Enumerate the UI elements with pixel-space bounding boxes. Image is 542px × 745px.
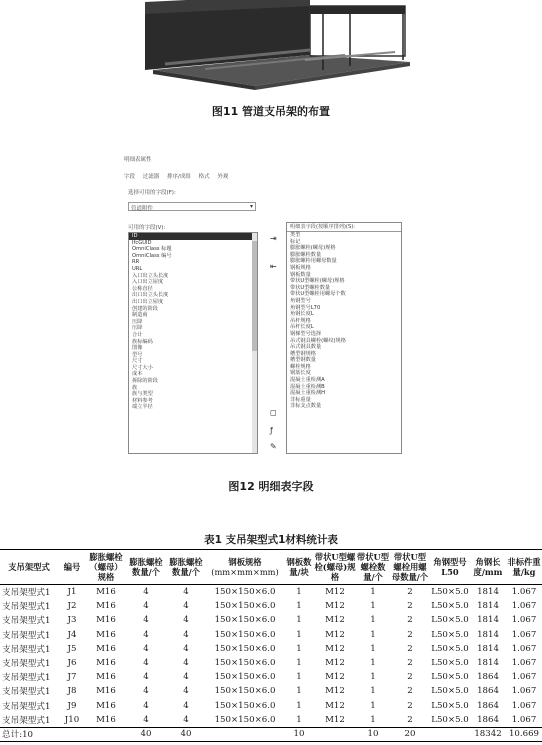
cell-code: J10	[64, 714, 80, 725]
selected-field-item[interactable]: 钢筋长度	[290, 370, 311, 377]
header-plate-spec-line1: 钢板规格	[228, 557, 262, 567]
cell-bolt-qty: 4	[143, 629, 149, 640]
available-field-item[interactable]: 尺寸大小	[132, 364, 153, 371]
cell-ubolt-spec: M12	[325, 587, 345, 598]
table-row	[0, 699, 542, 713]
schedule-properties-dialog	[118, 150, 418, 465]
available-label: 可用的字段(V):	[128, 225, 166, 231]
total-label: 总计:10	[0, 727, 58, 741]
cell-bolt-qty: 4	[143, 672, 149, 683]
cell-plate-spec: 150×150×6.0	[214, 601, 276, 612]
cell-type: 支吊架型式1	[2, 659, 51, 670]
selected-field-item[interactable]: 钢板数量	[290, 271, 311, 278]
cell-bolt-qty-2: 4	[183, 629, 189, 640]
header-bolt-qty: 膨胀螺栓数量/个	[126, 550, 166, 585]
cell-angle-length: 1864	[477, 714, 499, 725]
cell-angle-type: L50×5.0	[431, 587, 469, 598]
category-value: 管道附件	[131, 206, 154, 212]
available-field-item[interactable]: OmniClass 标题	[132, 246, 172, 253]
cell-code: J9	[67, 700, 77, 711]
cell-ubolt-qty: 1	[370, 658, 376, 669]
cell-plate-qty: 1	[296, 629, 302, 640]
available-field-item[interactable]: URL	[132, 265, 143, 272]
cell-bolt-qty: 4	[143, 686, 149, 697]
cell-plate-qty: 1	[296, 658, 302, 669]
total-expansion-nuts: 40	[166, 727, 206, 741]
cell-ubolt-spec: M12	[325, 643, 345, 654]
cell-ubolt-qty: 1	[370, 615, 376, 626]
new-parameter-icon[interactable]: ◻	[270, 408, 277, 417]
cell-bolt-qty-2: 4	[183, 643, 189, 654]
header-type: 支吊架型式	[0, 550, 58, 585]
available-field-item[interactable]: 拆除的阶段	[132, 378, 158, 385]
cell-ubolt-spec: M12	[325, 629, 345, 640]
available-field-item[interactable]: 成本	[132, 371, 143, 378]
cell-ubolt-nut-qty: 2	[407, 601, 413, 612]
cell-ubolt-spec: M12	[325, 615, 345, 626]
header-ubolt-qty: 带状U型螺栓数量/个	[356, 550, 390, 585]
cell-type: 支吊架型式1	[2, 673, 51, 684]
available-field-item[interactable]: 图像	[132, 345, 143, 352]
available-fields-list[interactable]	[128, 232, 258, 454]
table-row	[0, 713, 542, 728]
available-field-item[interactable]: 端立半径	[132, 404, 153, 411]
cell-angle-type: L50×5.0	[431, 700, 469, 711]
cell-bolt-qty-2: 4	[183, 658, 189, 669]
cell-bolt-spec: M16	[96, 672, 116, 683]
cell-ubolt-spec: M12	[325, 658, 345, 669]
table-body	[0, 585, 542, 728]
available-field-item[interactable]: 型号	[132, 351, 143, 358]
cell-type: 支吊架型式1	[2, 687, 51, 698]
cell-plate-spec: 150×150×6.0	[214, 700, 276, 711]
cell-type: 支吊架型式1	[2, 715, 51, 726]
cell-angle-length: 1814	[477, 629, 499, 640]
cell-plate-spec: 150×150×6.0	[214, 615, 276, 626]
available-field-item[interactable]: 族与类型	[132, 391, 153, 398]
header-angle-type: 角钢型号L50	[430, 550, 470, 585]
pipe-support-render	[145, 0, 410, 92]
cell-code: J8	[67, 686, 77, 697]
cell-ubolt-qty: 1	[370, 587, 376, 598]
selected-field-item[interactable]: 吊式钢具螺栓(螺纹)规格	[290, 337, 346, 344]
available-field-item[interactable]: 入口出立头长度	[132, 272, 169, 279]
cell-bolt-spec: M16	[96, 643, 116, 654]
cell-plate-spec: 150×150×6.0	[214, 587, 276, 598]
cell-ubolt-nut-qty: 2	[407, 672, 413, 683]
cell-weight: 1.067	[511, 658, 537, 669]
selected-field-item[interactable]: 角钢长度L	[290, 311, 314, 318]
cell-plate-qty: 1	[296, 643, 302, 654]
cell-ubolt-qty: 1	[370, 714, 376, 725]
cell-weight: 1.067	[511, 587, 537, 598]
available-field-item[interactable]: 入口出立屋度	[132, 279, 164, 286]
tab-fields[interactable]: 字段	[124, 174, 136, 180]
selected-field-item[interactable]: 螺栓规格	[290, 363, 311, 370]
category-dropdown[interactable]	[128, 202, 256, 211]
cell-angle-type: L50×5.0	[431, 658, 469, 669]
table-row	[0, 642, 542, 656]
cell-code: J6	[67, 658, 77, 669]
total-angle-length: 18342	[470, 727, 506, 741]
cell-bolt-qty-2: 4	[183, 700, 189, 711]
cell-plate-qty: 1	[296, 672, 302, 683]
cell-plate-qty: 1	[296, 587, 302, 598]
cell-ubolt-spec: M12	[325, 700, 345, 711]
table-row	[0, 599, 542, 613]
selected-field-item[interactable]: 混凝土重检测A	[290, 377, 325, 384]
dialog-tabs	[124, 172, 234, 180]
selected-label: 明细表字段(按顺序排列)(S):	[287, 223, 401, 232]
cell-plate-spec: 150×150×6.0	[214, 629, 276, 640]
available-field-item[interactable]: 尺寸	[132, 358, 143, 365]
cell-ubolt-nut-qty: 2	[407, 658, 413, 669]
cell-ubolt-spec: M12	[325, 686, 345, 697]
selected-field-item[interactable]: 非标支点数量	[290, 403, 322, 410]
tab-filter[interactable]: 过滤器	[142, 174, 160, 180]
table-total-row	[0, 727, 542, 741]
tab-format[interactable]: 格式	[198, 174, 210, 180]
selected-field-item[interactable]: 带状U型螺栓数量	[290, 284, 331, 291]
table-row	[0, 585, 542, 600]
cell-ubolt-spec: M12	[325, 672, 345, 683]
cell-bolt-spec: M16	[96, 658, 116, 669]
cell-type: 支吊架型式1	[2, 588, 51, 599]
total-u-nuts: 20	[390, 727, 430, 741]
cell-bolt-spec: M16	[96, 686, 116, 697]
cell-weight: 1.067	[511, 601, 537, 612]
cell-plate-qty: 1	[296, 601, 302, 612]
available-field-item[interactable]: RR	[132, 259, 140, 266]
cell-angle-length: 1814	[477, 587, 499, 598]
cell-bolt-qty-2: 4	[183, 714, 189, 725]
available-field-item[interactable]: 压降	[132, 318, 143, 325]
header-plate-spec	[206, 550, 284, 585]
tab-sorting[interactable]: 排序/成组	[167, 174, 191, 180]
table-header-row	[0, 550, 542, 585]
header-code: 编号	[58, 550, 86, 585]
cell-plate-spec: 150×150×6.0	[214, 714, 276, 725]
cell-ubolt-spec: M12	[325, 601, 345, 612]
cell-weight: 1.067	[511, 686, 537, 697]
available-field-item[interactable]: 族标编码	[132, 338, 153, 345]
cell-bolt-qty: 4	[143, 615, 149, 626]
cell-type: 支吊架型式1	[2, 602, 51, 613]
cell-bolt-qty: 4	[143, 658, 149, 669]
header-angle-length: 角钢长度/mm	[470, 550, 506, 585]
cell-plate-spec: 150×150×6.0	[214, 672, 276, 683]
cell-type: 支吊架型式1	[2, 630, 51, 641]
cell-weight: 1.067	[511, 643, 537, 654]
selected-field-item[interactable]: 非标重量	[290, 396, 311, 403]
cell-type: 支吊架型式1	[2, 616, 51, 627]
available-field-item[interactable]: ID	[129, 233, 257, 240]
table-row	[0, 628, 542, 642]
available-field-item[interactable]: 族	[132, 384, 138, 391]
cell-ubolt-qty: 1	[370, 643, 376, 654]
available-field-item[interactable]: IfcGUID	[132, 239, 152, 246]
cell-code: J3	[67, 615, 77, 626]
cell-angle-length: 1864	[477, 686, 499, 697]
cell-ubolt-qty: 1	[370, 700, 376, 711]
cell-angle-type: L50×5.0	[431, 615, 469, 626]
cell-angle-type: L50×5.0	[431, 601, 469, 612]
cell-ubolt-nut-qty: 2	[407, 714, 413, 725]
header-plate-spec-line2: (mm×mm×mm)	[211, 567, 279, 577]
cell-plate-qty: 1	[296, 615, 302, 626]
available-scrollbar[interactable]	[252, 233, 257, 453]
cell-weight: 1.067	[511, 672, 537, 683]
cell-bolt-qty-2: 4	[183, 615, 189, 626]
cell-angle-type: L50×5.0	[431, 672, 469, 683]
selected-field-item[interactable]: 钢板规格	[290, 264, 311, 271]
cell-angle-length: 1864	[477, 672, 499, 683]
select-label: 选择可用的字段(F):	[128, 190, 176, 196]
cell-bolt-qty: 4	[143, 700, 149, 711]
cell-bolt-qty-2: 4	[183, 587, 189, 598]
selected-field-item[interactable]: 标记	[290, 238, 301, 245]
selected-field-item[interactable]: 吊杆规格	[290, 317, 311, 324]
selected-field-item[interactable]: 槽型钢规格	[290, 350, 316, 357]
cell-ubolt-nut-qty: 2	[407, 629, 413, 640]
available-field-item[interactable]: 材料参考	[132, 397, 153, 404]
cell-bolt-spec: M16	[96, 587, 116, 598]
cell-angle-type: L50×5.0	[431, 686, 469, 697]
cell-weight: 1.067	[511, 714, 537, 725]
cell-ubolt-nut-qty: 2	[407, 686, 413, 697]
cell-angle-type: L50×5.0	[431, 643, 469, 654]
selected-field-item[interactable]: 吊式钢具数量	[290, 344, 322, 351]
total-weight: 10.669	[506, 727, 542, 741]
cell-bolt-qty: 4	[143, 601, 149, 612]
tab-appearance[interactable]: 外观	[217, 174, 229, 180]
selected-field-item[interactable]: 膨胀螺栓(螺母)规格	[290, 245, 336, 252]
header-ubolt-nut-qty: 带状U型螺栓用螺母数量/个	[390, 550, 430, 585]
cell-angle-type: L50×5.0	[431, 629, 469, 640]
cell-weight: 1.067	[511, 615, 537, 626]
cell-plate-qty: 1	[296, 700, 302, 711]
cell-angle-length: 1814	[477, 643, 499, 654]
available-field-item[interactable]: 创建的阶段	[132, 305, 158, 312]
cell-bolt-qty: 4	[143, 714, 149, 725]
available-field-item[interactable]: 制造商	[132, 312, 148, 319]
available-field-item[interactable]: OmniClass 编号	[132, 252, 172, 259]
cell-bolt-qty-2: 4	[183, 672, 189, 683]
cell-type: 支吊架型式1	[2, 701, 51, 712]
table-row	[0, 670, 542, 684]
dialog-title: 明细表属性	[124, 157, 152, 163]
cell-weight: 1.067	[511, 629, 537, 640]
table-row	[0, 656, 542, 670]
formula-icon[interactable]: ƒ	[270, 426, 273, 435]
cell-code: J1	[67, 587, 77, 598]
cell-ubolt-qty: 1	[370, 686, 376, 697]
cell-code: J7	[67, 672, 77, 683]
available-field-item[interactable]: 压降	[132, 325, 143, 332]
cell-bolt-spec: M16	[96, 615, 116, 626]
chevron-down-icon: ▾	[249, 203, 253, 210]
cell-plate-spec: 150×150×6.0	[214, 686, 276, 697]
material-statistics-table	[0, 549, 542, 742]
selected-field-item[interactable]: 槽型钢数量	[290, 357, 316, 364]
table-title: 表1 支吊架型式1材料统计表	[204, 534, 338, 546]
cell-angle-length: 1814	[477, 601, 499, 612]
cell-code: J5	[67, 643, 77, 654]
cell-plate-qty: 1	[296, 714, 302, 725]
cell-ubolt-nut-qty: 2	[407, 615, 413, 626]
add-field-arrow-icon[interactable]: ⇥	[270, 234, 277, 243]
cell-code: J4	[67, 629, 77, 640]
table-row	[0, 613, 542, 627]
selected-field-item[interactable]: 带状U型螺栓(螺母)规格	[290, 278, 345, 285]
header-ubolt-spec: 带状U型螺栓(螺母)规格	[314, 550, 356, 585]
header-bolt-qty-2: 膨胀螺栓数量/个	[166, 550, 206, 585]
selected-field-item[interactable]: 吊杆长度L	[290, 324, 314, 331]
cell-angle-length: 1814	[477, 615, 499, 626]
cell-ubolt-nut-qty: 2	[407, 587, 413, 598]
cell-ubolt-qty: 1	[370, 672, 376, 683]
cell-bolt-qty: 4	[143, 643, 149, 654]
cell-bolt-qty-2: 4	[183, 686, 189, 697]
cell-bolt-qty-2: 4	[183, 601, 189, 612]
selected-fields-list[interactable]	[286, 222, 402, 454]
header-weight: 非标件重量/kg	[506, 550, 542, 585]
total-u-bolts: 10	[356, 727, 390, 741]
total-plates: 10	[284, 727, 314, 741]
cell-bolt-spec: M16	[96, 629, 116, 640]
header-plate-qty: 钢板数量/块	[284, 550, 314, 585]
selected-field-item[interactable]: 膨胀螺栓数量	[290, 251, 322, 258]
cell-plate-spec: 150×150×6.0	[214, 643, 276, 654]
cell-angle-type: L50×5.0	[431, 714, 469, 725]
remove-field-arrow-icon[interactable]: ⇤	[270, 262, 277, 271]
cell-ubolt-spec: M12	[325, 714, 345, 725]
selected-field-item[interactable]: 角钢型号	[290, 297, 311, 304]
available-field-item[interactable]: 出口出立头长度	[132, 292, 169, 299]
selected-field-item[interactable]: 膨胀螺栓用螺母数量	[290, 258, 337, 265]
edit-icon[interactable]: ✎	[270, 442, 277, 451]
cell-ubolt-qty: 1	[370, 629, 376, 640]
cell-ubolt-nut-qty: 2	[407, 643, 413, 654]
table-row	[0, 684, 542, 698]
cell-code: J2	[67, 601, 77, 612]
selected-field-item[interactable]: 类型	[290, 232, 301, 238]
available-field-item[interactable]: 出口出立屋度	[132, 298, 164, 305]
header-bolt-spec: 膨胀螺栓（螺母）规格	[86, 550, 126, 585]
selected-field-item[interactable]: 钢梯型号选择	[290, 330, 322, 337]
selected-field-item[interactable]: 带状U型螺栓用螺母个数	[290, 291, 346, 298]
available-field-item[interactable]: 公称直径	[132, 285, 153, 292]
cell-weight: 1.067	[511, 700, 537, 711]
cell-angle-length: 1864	[477, 700, 499, 711]
cell-bolt-spec: M16	[96, 714, 116, 725]
cell-plate-qty: 1	[296, 686, 302, 697]
cell-bolt-spec: M16	[96, 700, 116, 711]
selected-field-item[interactable]: 混凝土重检测H	[290, 390, 326, 397]
figure12-caption: 图12 明细表字段	[228, 480, 314, 493]
cell-ubolt-qty: 1	[370, 601, 376, 612]
selected-field-item[interactable]: 角钢型号L70	[290, 304, 321, 311]
total-expansion-bolts: 40	[126, 727, 166, 741]
cell-ubolt-nut-qty: 2	[407, 700, 413, 711]
cell-plate-spec: 150×150×6.0	[214, 658, 276, 669]
cell-angle-length: 1814	[477, 658, 499, 669]
cell-bolt-qty: 4	[143, 587, 149, 598]
figure11-caption: 图11 管道支吊架的布置	[211, 105, 331, 118]
cell-type: 支吊架型式1	[2, 644, 51, 655]
selected-field-item[interactable]: 混凝土重检测B	[290, 383, 325, 390]
cell-bolt-spec: M16	[96, 601, 116, 612]
pipe-support-3d-image	[145, 0, 410, 92]
available-field-item[interactable]: 合计	[132, 331, 143, 338]
